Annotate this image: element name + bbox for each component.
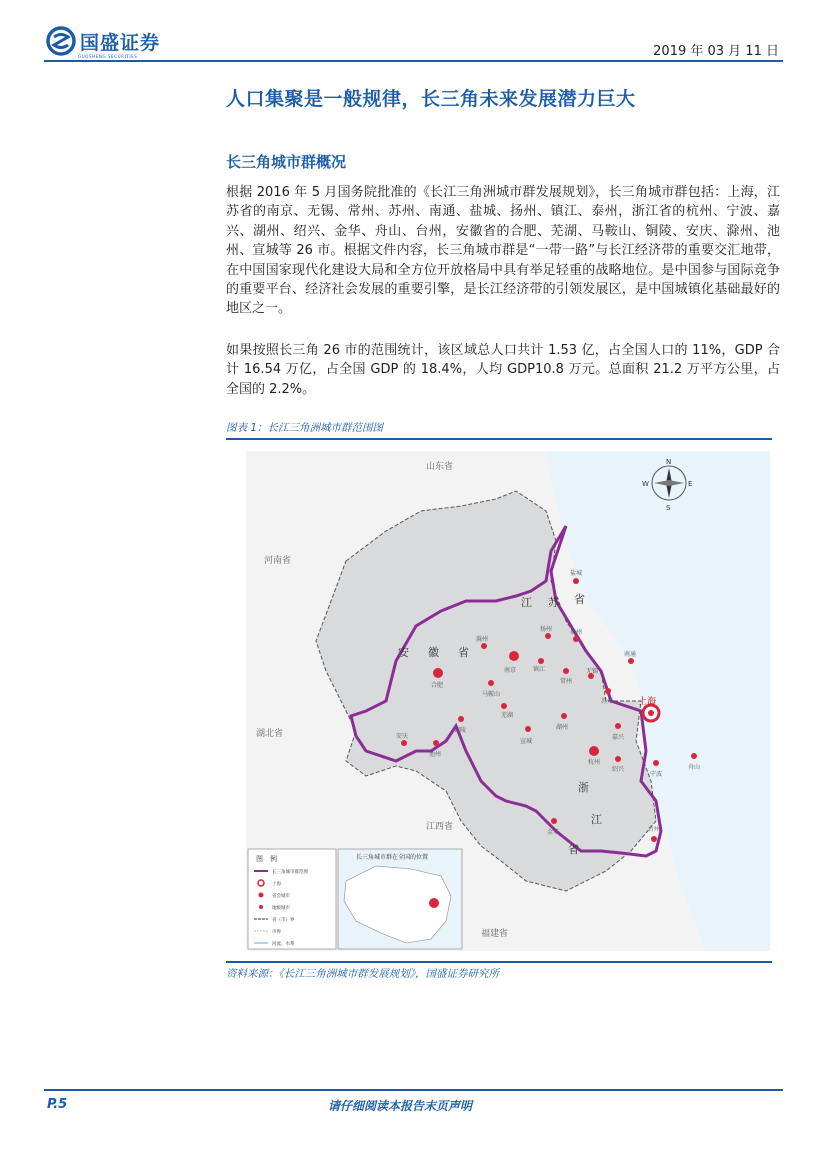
logo-icon <box>46 26 76 56</box>
inset-title: 长三角城市群在全国的位置 <box>356 854 429 861</box>
footer-disclaimer: 请仔细阅读本报告末页声明 <box>328 1099 473 1113</box>
label-anhui-3: 省 <box>458 646 469 659</box>
inset-delta-highlight <box>429 898 439 908</box>
yangtze-delta-map <box>246 451 770 951</box>
svg-text:地级城市: 地级城市 <box>272 906 290 911</box>
svg-text:池州: 池州 <box>429 751 442 758</box>
footer-divider <box>44 1089 783 1091</box>
label-zhejiang-2: 江 <box>591 813 602 826</box>
label-jiangsu-1: 江 <box>521 596 532 609</box>
svg-text:上海: 上海 <box>638 697 657 707</box>
paragraph-statistics: 如果按照长三角 26 市的范围统计，该区域总人口共计 1.53 亿，占全国人口的 11%，GDP 合计 16.54 万亿，占全国 GDP 的 18.4%，人均 GDP10.8 万元。总面积 21.2 万平方公里，占全国的 2.2%。 <box>226 343 780 397</box>
inset-map <box>338 849 462 949</box>
label-anhui-2: 徽 <box>428 646 439 659</box>
svg-text:金华: 金华 <box>547 829 560 836</box>
svg-text:市界: 市界 <box>272 930 281 935</box>
svg-text:绍兴: 绍兴 <box>612 766 625 773</box>
svg-text:铜陵: 铜陵 <box>454 727 467 734</box>
svg-text:湖州: 湖州 <box>556 724 569 731</box>
svg-text:N: N <box>666 458 672 466</box>
svg-text:合肥: 合肥 <box>431 682 444 689</box>
svg-text:舟山: 舟山 <box>688 764 701 771</box>
svg-text:上海: 上海 <box>272 882 281 887</box>
svg-text:无锡: 无锡 <box>586 668 599 675</box>
map-legend <box>248 849 336 949</box>
svg-text:宣城: 宣城 <box>520 738 533 745</box>
company-logo <box>46 26 161 59</box>
label-zhejiang-1: 浙 <box>578 781 589 794</box>
label-fujian: 福建省 <box>481 929 509 939</box>
svg-text:扬州: 扬州 <box>540 626 553 633</box>
svg-text:芜湖: 芜湖 <box>501 712 514 719</box>
page-title: 人口集聚是一般规律，长三角未来发展潜力巨大 <box>226 88 636 110</box>
label-anhui-1: 安 <box>398 646 409 659</box>
logo-subtext: GUOSHENG SECURITIES <box>78 54 138 59</box>
label-henan: 河南省 <box>264 556 292 566</box>
svg-text:宁波: 宁波 <box>650 771 663 778</box>
svg-text:嘉兴: 嘉兴 <box>612 734 625 741</box>
figure-bottom-rule <box>226 961 772 963</box>
page-number: P.5 <box>47 1097 68 1112</box>
label-jiangsu-2: 苏 <box>548 596 559 609</box>
label-zhejiang-3: 省 <box>568 843 579 856</box>
svg-text:苏州: 苏州 <box>601 698 614 705</box>
figure-source: 资料来源：《长江三角洲城市群发展规划》，国盛证券研究所 <box>226 968 499 980</box>
svg-text:省（市）界: 省（市）界 <box>272 918 295 923</box>
svg-text:长三角城市群范围: 长三角城市群范围 <box>272 870 308 875</box>
svg-text:泰州: 泰州 <box>570 629 583 636</box>
svg-text:盐城: 盐城 <box>570 570 583 577</box>
svg-text:S: S <box>666 504 671 512</box>
logo-name: 国盛证券 <box>80 31 161 54</box>
svg-text:河流、水系: 河流、水系 <box>272 942 295 947</box>
svg-text:台州: 台州 <box>648 826 661 833</box>
legend-title: 图 例 <box>256 855 277 863</box>
label-jiangsu-3: 省 <box>574 593 585 606</box>
map-svg <box>246 451 770 951</box>
section-title: 长三角城市群概况 <box>226 153 347 171</box>
svg-text:南京: 南京 <box>504 667 517 674</box>
figure-top-rule <box>226 438 772 440</box>
label-jiangxi: 江西省 <box>426 822 454 832</box>
svg-text:常州: 常州 <box>560 678 573 685</box>
label-hubei: 湖北省 <box>256 729 284 739</box>
svg-text:W: W <box>642 480 649 488</box>
figure-caption: 图表 1：长江三角洲城市群范围图 <box>226 422 384 434</box>
svg-text:镇江: 镇江 <box>533 666 546 673</box>
svg-text:省会城市: 省会城市 <box>272 894 290 899</box>
header-divider <box>44 60 783 62</box>
label-shandong: 山东省 <box>426 462 454 472</box>
svg-text:安庆: 安庆 <box>396 733 409 740</box>
svg-text:滁州: 滁州 <box>476 636 489 643</box>
svg-text:杭州: 杭州 <box>588 759 601 766</box>
svg-text:马鞍山: 马鞍山 <box>482 691 501 698</box>
svg-text:南通: 南通 <box>624 651 637 658</box>
svg-text:E: E <box>688 480 693 488</box>
report-date: 2019 年 03 月 11 日 <box>653 44 779 59</box>
paragraph-overview: 根据 2016 年 5 月国务院批准的《长江三角洲城市群发展规划》，长三角城市群包括：上海，江苏省的南京、无锡、常州、苏州、南通、盐城、扬州、镇江、泰州，浙江省的杭州、宁波、嘉兴、湖州、绍兴、金华、舟山、台州，安徽省的合肥、芜湖、马鞍山、铜陵、安庆、滁州、池州、宣城等 26 市。根据文件内容，长三角城市群是“一带一路”与长江经济带的重要交汇地带，在中国国家现代化建设大局和全方位开放格局中具有举足轻重的战略地位。是中国参与国际竞争的重要平台、经济社会发展的重要引擎，是长江经济带的引领发展区，是中国城镇化基础最好的地区之一。 <box>226 185 780 317</box>
